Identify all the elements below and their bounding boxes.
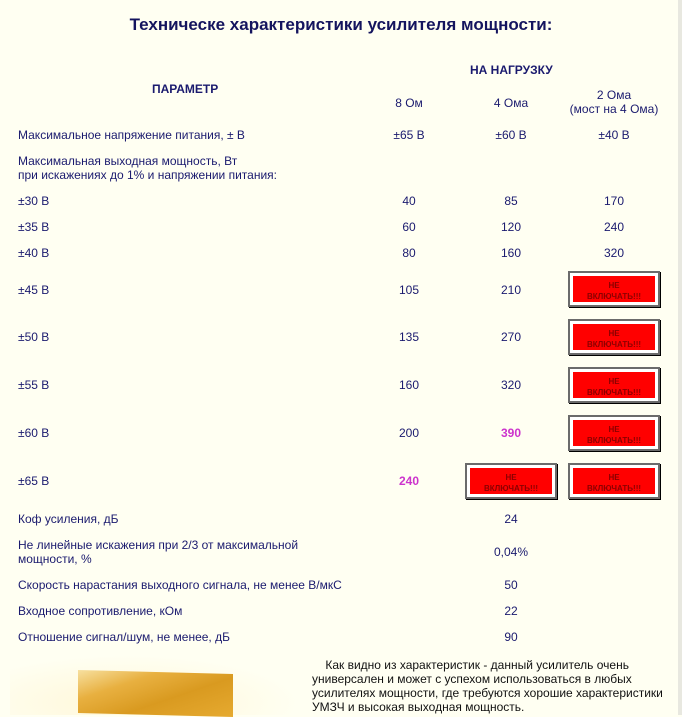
snr-value: 90 [504,630,518,644]
param-header: ПАРАМЕТР [152,82,219,96]
row-value-2: 170 [603,194,625,208]
row-value-8: 200 [398,426,420,440]
slew-value: 50 [504,578,518,592]
row-value-8-highlight: 240 [398,474,420,488]
thd-label-2: мощности, % [18,552,92,566]
row-voltage: ±50 В [18,330,50,344]
max-voltage-2: ±40 В [598,128,630,142]
warning-badge: НЕ ВКЛЮЧАТЬ!!! [570,369,658,401]
warning-badge: НЕ ВКЛЮЧАТЬ!!! [467,465,555,497]
col-2ohm-note: (мост на 4 Ома) [569,102,659,116]
page-title: Техническе характеристики усилителя мощности: [129,15,553,34]
warning-badge: НЕ ВКЛЮЧАТЬ!!! [570,417,658,449]
scrollbar[interactable] [678,0,682,715]
max-voltage-4: ±60 В [495,128,527,142]
row-value-4: 320 [500,378,522,392]
col-2ohm: 2 Ома [596,88,632,102]
row-value-8: 160 [398,378,420,392]
snr-label: Отношение сигнал/шум, не менее, дБ [18,630,230,644]
thd-label: Не линейные искажения при 2/3 от максимальной [18,538,299,552]
row-value-8: 60 [402,220,416,234]
row-voltage: ±45 В [18,283,50,297]
impedance-value: 22 [504,604,518,618]
row-value-4: 270 [500,330,522,344]
summary-paragraph: Как видно из характеристик - данный усилитель очень универсален и может с успехом использоваться в любых усилителях мощности, где требуются хорошие характеристики УМЗЧ и высокая выходная мощность. [312,658,663,714]
max-voltage-8: ±65 В [393,128,425,142]
row-value-8: 135 [398,330,420,344]
slew-label: Скорость нарастания выходного сигнала, не менее В/мкС [18,578,342,592]
warning-badge: НЕ ВКЛЮЧАТЬ!!! [570,321,658,353]
row-value-8: 40 [402,194,416,208]
power-caption-1: Максимальная выходная мощность, Вт [18,154,238,168]
col-8ohm: 8 Ом [395,96,423,110]
row-value-2: 320 [603,246,625,260]
warning-badge: НЕ ВКЛЮЧАТЬ!!! [570,465,658,497]
row-voltage: ±30 В [18,194,50,208]
row-value-4: 120 [500,220,522,234]
amplifier-photo [78,670,233,717]
gain-label: Коф усиления, дБ [18,512,119,526]
power-caption-2: при искажениях до 1% и напряжении питания: [18,168,277,182]
row-voltage: ±55 В [18,378,50,392]
row-voltage: ±40 В [18,246,50,260]
row-value-8: 80 [402,246,416,260]
row-voltage: ±35 В [18,220,50,234]
row-voltage: ±60 В [18,426,50,440]
row-value-4: 85 [504,194,518,208]
row-value-4: 210 [500,283,522,297]
row-value-4: 160 [500,246,522,260]
row-value-4-highlight: 390 [500,426,522,440]
thd-value: 0,04% [493,545,529,559]
gain-value: 24 [504,512,518,526]
col-4ohm: 4 Ома [493,96,529,110]
impedance-label: Входное сопротивление, кОм [18,604,183,618]
max-voltage-label: Максимальное напряжение питания, ± В [18,128,245,142]
row-value-2: 240 [603,220,625,234]
warning-badge: НЕ ВКЛЮЧАТЬ!!! [570,273,658,305]
load-header: НА НАГРУЗКУ [470,63,553,77]
row-value-8: 105 [398,283,420,297]
row-voltage: ±65 В [18,474,50,488]
